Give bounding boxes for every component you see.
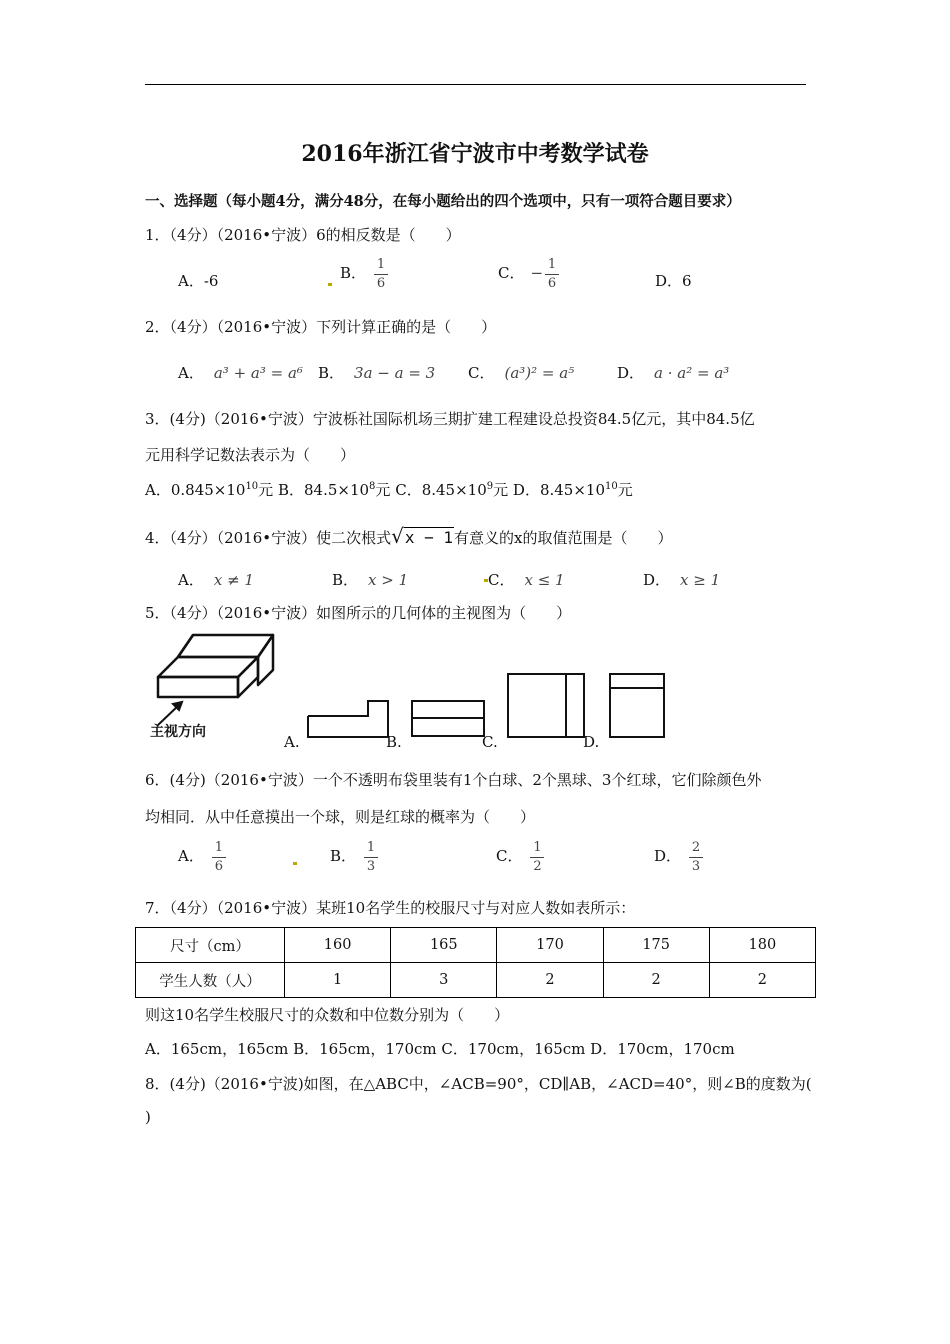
q2-option-d: D． a · a² = a³ (617, 364, 730, 382)
q7-options: A．165cm，165cm B．165cm，170cm C．170cm，165cm D．170cm，170cm (145, 1040, 735, 1058)
q4-option-d: D． x ≥ 1 (643, 571, 721, 589)
q4-option-c: C． x ≤ 1 (488, 571, 565, 589)
table-cell: 170 (497, 928, 603, 963)
q1-option-b: B． $\frac{1}{6}$ (340, 258, 388, 290)
q5-option-c-label: C. (482, 733, 498, 751)
q1-option-a: A．-6 (178, 272, 219, 290)
q6-option-c: C． $\frac{1}{2}$ (496, 841, 544, 873)
q6-option-b: B． $\frac{1}{3}$ (330, 841, 378, 873)
table-cell: 2 (603, 963, 709, 998)
q1-stem: 1．（4分）（2016•宁波）6的相反数是（ ） (145, 226, 461, 244)
radical-sign: √ (391, 524, 404, 548)
table-cell: 165 (391, 928, 497, 963)
table-cell: 1 (285, 963, 391, 998)
q2-option-c: C． (a³)² = a⁵ (468, 364, 575, 382)
table-cell: 2 (497, 963, 603, 998)
q7-size-table (135, 927, 816, 998)
table-cell: 180 (709, 928, 815, 963)
q7-question: 则这10名学生校服尺寸的众数和中位数分别为（ ） (145, 1006, 510, 1024)
table-cell: 学生人数（人） (136, 963, 285, 998)
q5-option-d-shape (609, 673, 665, 739)
q3-stem-line2: 元用科学记数法表示为（ ） (145, 446, 356, 464)
q2-stem: 2．（4分）（2016•宁波）下列计算正确的是（ ） (145, 318, 497, 336)
mark-dot (293, 862, 297, 865)
q3-options: A．$0.845\times 10^{10}$元 B．$84.5\times 10^8$元 C．$8.45\times 10^9$元 D．$8.45\times 10^{10}$元 (145, 481, 633, 499)
figure-caption: 主视方向 (150, 724, 206, 740)
q5-option-b-shape (411, 700, 485, 738)
table-cell: 3 (391, 963, 497, 998)
q6-stem-line1: 6．(4分)（2016•宁波）一个不透明布袋里装有1个白球、2个黑球、3个红球，它们除颜色外 (145, 771, 762, 789)
q6-option-d: D． $\frac{2}{3}$ (654, 841, 703, 873)
radicand: x − 1 (404, 528, 454, 547)
table-cell: 175 (603, 928, 709, 963)
q7-stem: 7．（4分）（2016•宁波）某班10名学生的校服尺寸与对应人数如表所示： (145, 899, 636, 917)
q5-stem: 5．（4分）（2016•宁波）如图所示的几何体的主视图为（ ） (145, 604, 572, 622)
q2-option-b: B． 3a − a = 3 (318, 364, 436, 382)
table-cell: 2 (709, 963, 815, 998)
q8-stem-line1: 8．(4分)（2016•宁波)如图，在△ABC中，∠ACB=90°，CD∥AB，∠ACD=40°，则∠B的度数为( (145, 1075, 812, 1093)
table-row (136, 928, 816, 963)
table-row (136, 963, 816, 998)
q4-option-a: A． x ≠ 1 (178, 571, 254, 589)
q5-option-c-shape (507, 673, 585, 739)
header-rule (145, 84, 806, 85)
q5-option-d-label: D. (583, 733, 600, 751)
q1-option-d: D．6 (655, 272, 692, 290)
q1-option-c: C． − $\frac{1}{6}$ (498, 258, 559, 290)
q2-option-a: A． a³ + a³ = a⁶ (178, 364, 303, 382)
table-cell: 160 (285, 928, 391, 963)
q8-stem-line2: ) (145, 1108, 151, 1126)
mark-dot (328, 283, 332, 286)
q5-option-a-label: A. (284, 733, 300, 751)
q4-stem: 4．（4分）（2016•宁波）使二次根式√x − 1有意义的x的取值范围是（ ） (145, 524, 673, 548)
table-cell: 尺寸（cm） (136, 928, 285, 963)
page-title: 2016年浙江省宁波市中考数学试卷 (301, 141, 649, 167)
q4-option-b: B． x > 1 (332, 571, 409, 589)
section-heading: 一、选择题（每小题4分，满分48分，在每小题给出的四个选项中，只有一项符合题目要求） (145, 193, 741, 210)
q3-stem-line1: 3．(4分)（2016•宁波）宁波栎社国际机场三期扩建工程建设总投资84.5亿元，其中84.5亿 (145, 410, 755, 428)
q5-option-b-label: B. (386, 733, 402, 751)
q6-option-a: A． $\frac{1}{6}$ (178, 841, 226, 873)
q5-option-a-shape (306, 699, 390, 739)
q6-stem-line2: 均相同．从中任意摸出一个球，则是红球的概率为（ ） (145, 808, 536, 826)
